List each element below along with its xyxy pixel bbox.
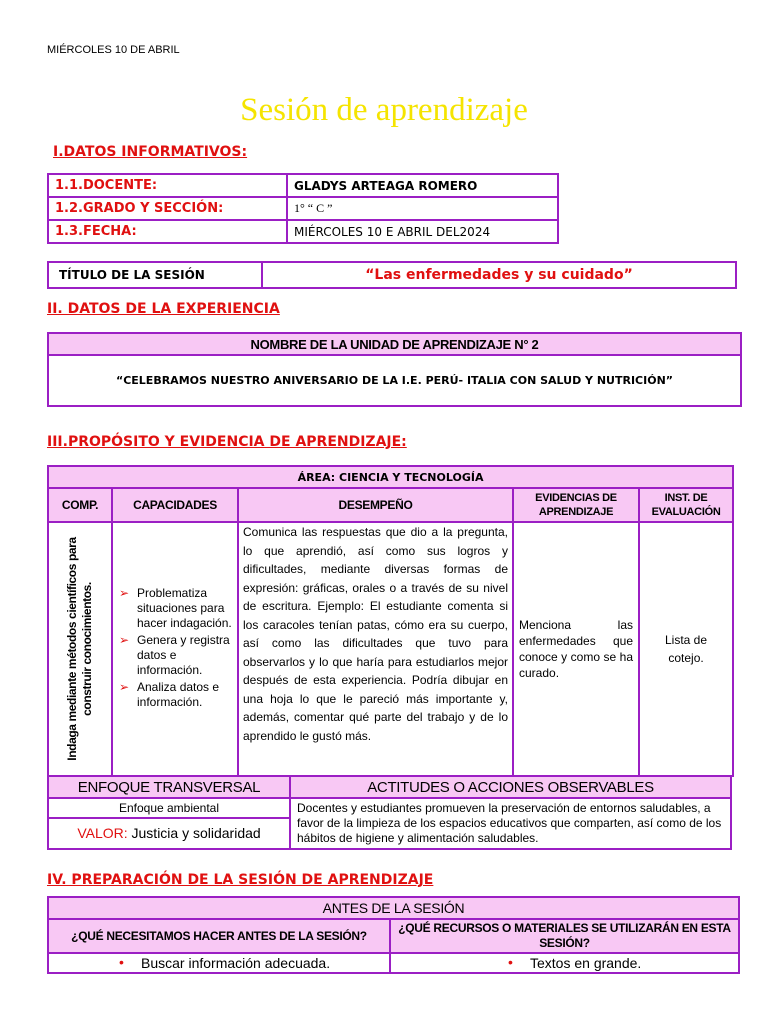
list-item: ➢ Genera y registra datos e información. [119, 633, 230, 677]
column-header: INST. DE EVALUACIÓN [639, 488, 733, 522]
instrument-cell: Lista de cotejo. [639, 522, 733, 776]
competence-cell [48, 522, 112, 776]
value-label: VALOR: [77, 825, 128, 842]
table-row [48, 522, 733, 776]
approach-name: Enfoque ambiental [48, 798, 290, 818]
table-row [48, 919, 739, 953]
unit-table [47, 332, 742, 407]
performance-cell: Comunica las respuestas que dio a la pregunta, lo que aprendió, así como sus logros y dificultades, mediante diversas formas de expresión: gráficas, orales o a través de su nivel de escritura. Ejemplo: El estudiante comenta si los caracoles tenían patas, cómo era su cuerpo, así como las dificultades que tuvo para observarlos y lo que haría para estudiarlos mejor después de esta experiencia. Podría dibujar en una hoja lo que le pareció más importante y, además, comentar qué parte del trabajo y de lo aprendido le gustó más. [238, 522, 513, 776]
list-item: ➢ Problematiza situaciones para hacer indagación. [119, 586, 232, 630]
value-cell [48, 818, 290, 849]
column-header: COMP. [48, 488, 112, 522]
column-header: EVIDENCIAS DE APRENDIZAJE [513, 488, 639, 522]
preparation-table [47, 896, 740, 974]
list-item: • Textos en grande. [390, 953, 739, 973]
column-header: ¿QUÉ RECURSOS O MATERIALES SE UTILIZARÁN EN ESTA SESIÓN? [390, 919, 739, 953]
unit-header: NOMBRE DE LA UNIDAD DE APRENDIZAJE N° 2 [48, 333, 741, 355]
section-3-heading: III.PROPÓSITO Y EVIDENCIA DE APRENDIZAJE: [47, 434, 407, 450]
value-text: Justicia y solidaridad [131, 825, 261, 842]
column-header: DESEMPEÑO [238, 488, 513, 522]
info-value: MIÉRCOLES 10 E ABRIL DEL2024 [287, 220, 558, 243]
page-title: Sesión de aprendizaje [240, 92, 528, 128]
table-row [48, 197, 558, 220]
session-title-table [47, 261, 737, 289]
info-table [47, 173, 559, 244]
attitudes-text: Docentes y estudiantes promueven la preservación de entornos saludables, a favor de la limpieza de los espacios educativos que comparten, así como de los hábitos de higiene y alimentación saludables. [290, 798, 731, 849]
table-row [48, 220, 558, 243]
session-title: “Las enfermedades y su cuidado” [262, 262, 736, 288]
list-item: ➢ Analiza datos e información. [119, 680, 220, 709]
before-header: ANTES DE LA SESIÓN [48, 897, 739, 919]
approach-table [47, 775, 732, 850]
area-header: ÁREA: CIENCIA Y TECNOLOGÍA [48, 466, 733, 488]
table-row [48, 798, 731, 818]
section-1-heading: I.DATOS INFORMATIVOS: [53, 144, 248, 160]
session-title-label: TÍTULO DE LA SESIÓN [48, 262, 262, 288]
evidence-cell: Menciona las enfermedades que conoce y como se ha curado. [513, 522, 639, 776]
table-row [48, 488, 733, 522]
section-2-heading: II. DATOS DE LA EXPERIENCIA [47, 301, 280, 317]
attitudes-header: ACTITUDES O ACCIONES OBSERVABLES [290, 776, 731, 798]
info-value: GLADYS ARTEAGA ROMERO [287, 174, 558, 197]
info-label: 1.3.FECHA: [48, 220, 287, 243]
capacities-cell [112, 522, 238, 776]
column-header: ¿QUÉ NECESITAMOS HACER ANTES DE LA SESIÓN? [48, 919, 390, 953]
approach-header: ENFOQUE TRANSVERSAL [48, 776, 290, 798]
header-date: MIÉRCOLES 10 DE ABRIL [47, 44, 180, 56]
info-label: 1.2.GRADO Y SECCIÓN: [48, 197, 287, 220]
table-row [48, 174, 558, 197]
table-row [48, 776, 731, 798]
section-4-heading: IV. PREPARACIÓN DE LA SESIÓN DE APRENDIZAJE [47, 872, 434, 888]
capacities-list [117, 586, 233, 710]
info-value: 1° “ C ” [287, 197, 558, 220]
unit-name: “CELEBRAMOS NUESTRO ANIVERSARIO DE LA I.E. PERÚ- ITALIA CON SALUD Y NUTRICIÓN” [48, 355, 741, 406]
competence-text: Indaga mediante métodos científicos para construir conocimientos. [65, 537, 94, 761]
list-item: • Buscar información adecuada. [48, 953, 390, 973]
column-header: CAPACIDADES [112, 488, 238, 522]
purpose-table [47, 465, 734, 777]
table-row [48, 953, 739, 973]
info-label: 1.1.DOCENTE: [48, 174, 287, 197]
